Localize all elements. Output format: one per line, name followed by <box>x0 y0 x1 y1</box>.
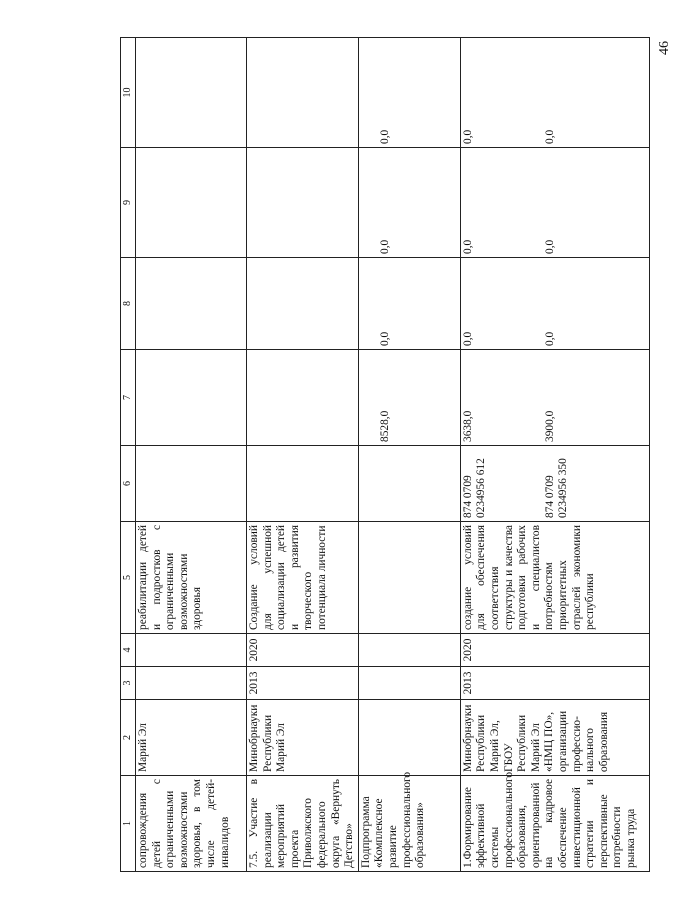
result-cell: создание условий для обеспечения соответствия структуры и качества подготовки рабочих и специалистов потребностям приоритетных отраслей экономики республики <box>460 522 649 634</box>
rotated-table-container <box>120 38 637 872</box>
header-cell: 7 <box>121 350 136 446</box>
value-cell <box>247 258 359 350</box>
budget-code-cell <box>136 446 247 522</box>
header-cell: 3 <box>121 667 136 700</box>
program-table <box>120 37 650 872</box>
value-b: 0,0 <box>543 331 556 346</box>
header-cell: 9 <box>121 148 136 258</box>
value-b: 3900,0 <box>543 410 556 442</box>
table-row <box>136 38 247 872</box>
value-cell <box>136 258 247 350</box>
result-cell: реабилитации детей и подростков с ограниченными возможностями здоровья <box>136 522 247 634</box>
executor-cell <box>358 700 460 776</box>
value-cell: 0,0 <box>358 258 460 350</box>
budget-code-cell <box>247 446 359 522</box>
header-cell: 8 <box>121 258 136 350</box>
value-cell: 0,0 <box>358 38 460 148</box>
measure-cell: Подпрограмма «Комплексное развитие профессионального образования» <box>358 776 460 872</box>
start-year-cell: 2013 <box>247 667 359 700</box>
start-year-cell: 2013 <box>460 667 649 700</box>
value-cell <box>247 38 359 148</box>
executor-cell: Минобрнауки Республики Марий Эл, ГБОУ Республики Марий Эл «НМЦ ПО», организации профессио-нального образования <box>460 700 649 776</box>
value-a: 0,0 <box>461 239 474 254</box>
header-cell: 2 <box>121 700 136 776</box>
measure-cell: 1.Формирование эффективной системы профессионального образования, ориентированной на кадровое обеспечение инвестиционной стратегии и перспективные потребности рынка труда <box>460 776 649 872</box>
value-b: 0,0 <box>543 239 556 254</box>
start-year-cell <box>358 667 460 700</box>
end-year-cell <box>358 634 460 667</box>
end-year-cell <box>136 634 247 667</box>
table-row <box>460 38 649 872</box>
value-cell <box>136 38 247 148</box>
value-b: 0,0 <box>543 129 556 144</box>
executor-cell: Марий Эл <box>136 700 247 776</box>
end-year-cell: 2020 <box>247 634 359 667</box>
header-cell: 5 <box>121 522 136 634</box>
header-cell: 4 <box>121 634 136 667</box>
value-cell <box>460 350 649 446</box>
budget-code-cell <box>460 446 649 522</box>
measure-cell: сопровождения детей с ограниченными возможностями здоровья, в том числе детей-инвалидов <box>136 776 247 872</box>
budget-code-cell <box>358 446 460 522</box>
budget-code-b: 874 0709 0234956 350 <box>543 458 570 518</box>
result-cell <box>358 522 460 634</box>
value-cell <box>247 148 359 258</box>
table-row <box>358 38 460 872</box>
value-cell <box>136 148 247 258</box>
header-cell: 6 <box>121 446 136 522</box>
value-cell: 0,0 <box>358 148 460 258</box>
header-cell: 1 <box>121 776 136 872</box>
result-cell: Создание условий для успешной социализации детей и развития творческого потенциала личности <box>247 522 359 634</box>
table-row <box>247 38 359 872</box>
start-year-cell <box>136 667 247 700</box>
budget-code-a: 874 0709 0234956 612 <box>461 458 488 518</box>
value-cell <box>460 258 649 350</box>
end-year-cell: 2020 <box>460 634 649 667</box>
value-cell: 8528,0 <box>358 350 460 446</box>
value-cell <box>247 350 359 446</box>
value-a: 0,0 <box>461 331 474 346</box>
value-cell <box>460 38 649 148</box>
header-cell: 10 <box>121 38 136 148</box>
header-row <box>121 38 136 872</box>
measure-cell: 7.5. Участие в реализации мероприятий проекта Приволжского федерального округа «Вернуть Детство» <box>247 776 359 872</box>
value-cell <box>460 148 649 258</box>
value-a: 0,0 <box>461 129 474 144</box>
value-cell <box>136 350 247 446</box>
executor-cell: Минобрнауки Республики Марий Эл <box>247 700 359 776</box>
value-a: 3638,0 <box>461 410 474 442</box>
page-number: 46 <box>657 41 672 55</box>
